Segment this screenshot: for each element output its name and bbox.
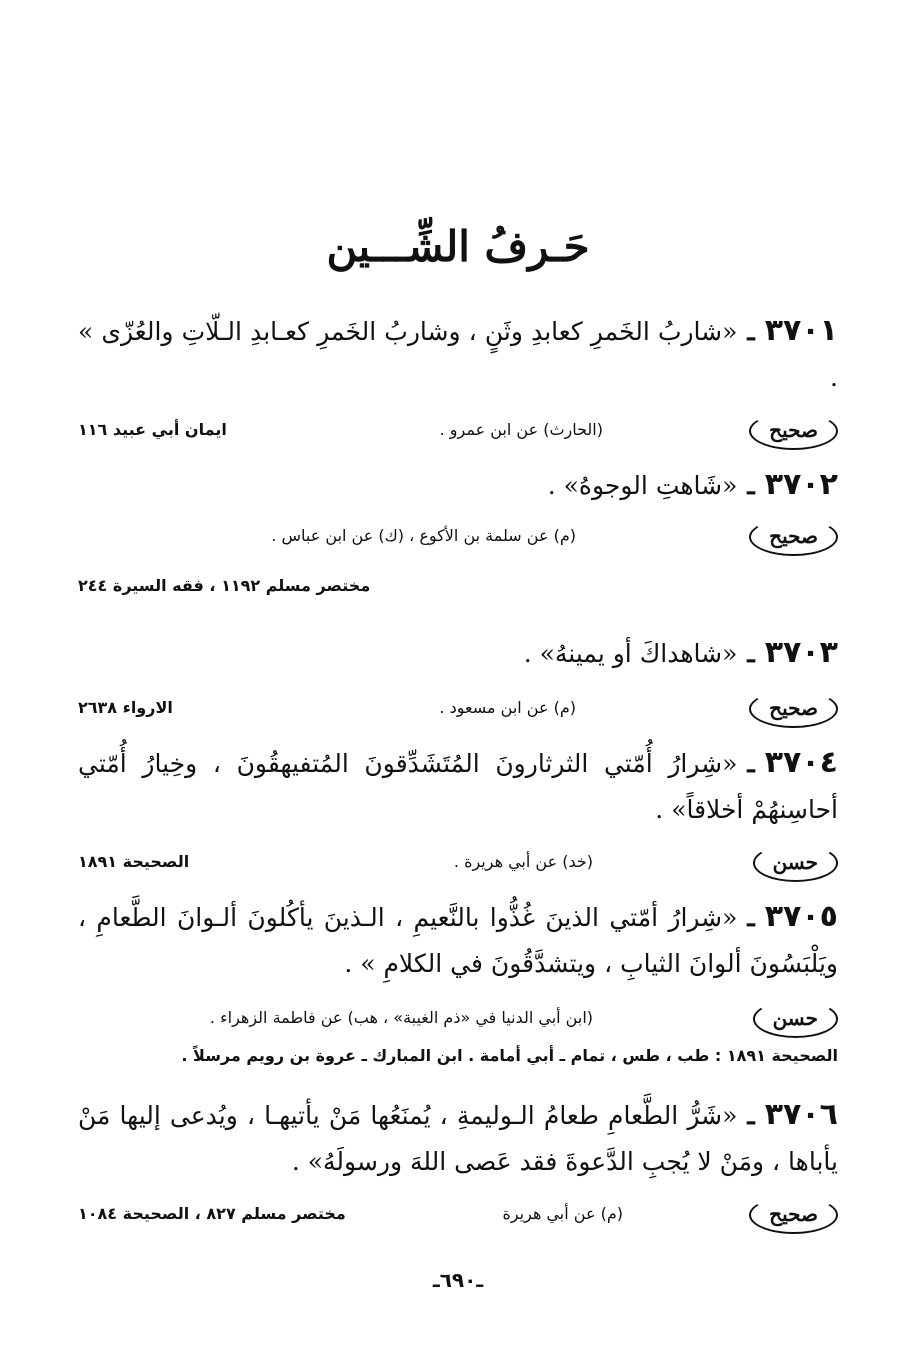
hadith-dash: ـ [747,903,755,932]
hadith-number: ٣٧٠١ [764,313,838,348]
hadith-reference: ايمان أبي عبيد ١١٦ [78,420,227,439]
chapter-title: حَـرفُ الشِّـــين [326,222,590,271]
grade-badge: صحيح [749,412,838,450]
hadith-source: (م) عن سلمة بن الأكوع ، (ك) عن ابن عباس . [271,526,576,545]
hadith-dash: ـ [747,317,755,346]
hadith-meta-3706 [78,1196,838,1236]
hadith-reference: الارواء ٢٦٣٨ [78,698,173,717]
hadith-source: (خد) عن أبي هريرة . [453,852,593,871]
hadith-text: «شَرُّ الطَّعامِ طعامُ الـوليمةِ ، يُمنَعُها مَنْ يأتيهـا ، ويُدعى إليها مَنْ يأباها ، ومَنْ لا يُجبِ الدَّعوةَ فقد عَصى اللهَ ورسولَهُ» . [78,1101,838,1176]
hadith-source: (ابن أبي الدنيا في «ذم الغيبة» ، هب) عن فاطمة الزهراء . [209,1008,593,1027]
hadith-text: «شِرارُ أمّتي الذينَ غُذُّوا بالنَّعيمِ ، الـذينَ يأكُلونَ ألـوانَ الطَّعامِ ، ويَلْبَسُونَ ألوانَ الثيابِ ، ويتشدَّقُونَ في الكلامِ » . [78,903,838,978]
grade-badge: حسن [753,844,838,882]
hadith-number: ٣٧٠٦ [764,1097,838,1132]
hadith-text: «شَاهتِ الوجوهُ» . [547,471,738,500]
grade-badge: صحيح [749,518,838,556]
hadith-reference: الصحيحة ١٨٩١ [78,852,190,871]
hadith-source: (م) عن أبي هريرة [502,1204,623,1223]
page-number: ـ٦٩٠ـ [432,1268,484,1292]
hadith-dash: ـ [747,639,755,668]
hadith-dash: ـ [747,749,755,778]
hadith-entry-3701 [78,308,838,401]
hadith-meta-3703 [78,690,838,730]
grade-badge: صحيح [749,1196,838,1234]
hadith-number: ٣٧٠٣ [764,635,838,670]
hadith-entry-3705 [78,894,838,987]
hadith-entry-3702 [78,462,838,509]
hadith-number: ٣٧٠٥ [764,899,838,934]
hadith-entry-3706 [78,1092,838,1185]
hadith-meta-3702 [78,518,838,558]
hadith-text: «شاربُ الخَمرِ كعابدِ وثَنٍ ، وشاربُ الخَمرِ كعـابدِ الـلّاتِ والعُزّى » . [78,317,838,392]
grade-badge: صحيح [749,690,838,728]
grade-badge: حسن [753,1000,838,1038]
hadith-number: ٣٧٠٢ [764,467,838,502]
hadith-entry-3703 [78,630,838,677]
hadith-meta-3701 [78,412,838,452]
hadith-extra-reference: مختصر مسلم ١١٩٢ ، فقه السيرة ٢٤٤ [78,576,371,595]
hadith-entry-3704 [78,740,838,833]
hadith-meta-3704 [78,844,838,884]
hadith-extra-reference: الصحيحة ١٨٩١ : طب ، طس ، تمام ـ أبي أمامة . ابن المبارك ـ عروة بن رويم مرسلاً . [181,1046,838,1065]
hadith-text: «شِرارُ أُمّتي الثرثارونَ المُتَشَدِّقونَ المُتفيهقُونَ ، وخِيارُ أُمّتي أحاسِنهُمْ أخلاقاً» . [78,749,838,824]
hadith-number: ٣٧٠٤ [764,745,838,780]
hadith-reference: مختصر مسلم ٨٢٧ ، الصحيحة ١٠٨٤ [78,1204,346,1223]
hadith-source: (م) عن ابن مسعود . [439,698,576,717]
hadith-text: «شاهداكَ أو يمينهُ» . [523,639,738,668]
hadith-meta-3705 [78,1000,838,1040]
hadith-source: (الحارث) عن ابن عمرو . [439,420,603,439]
hadith-dash: ـ [747,471,755,500]
hadith-dash: ـ [747,1101,755,1130]
